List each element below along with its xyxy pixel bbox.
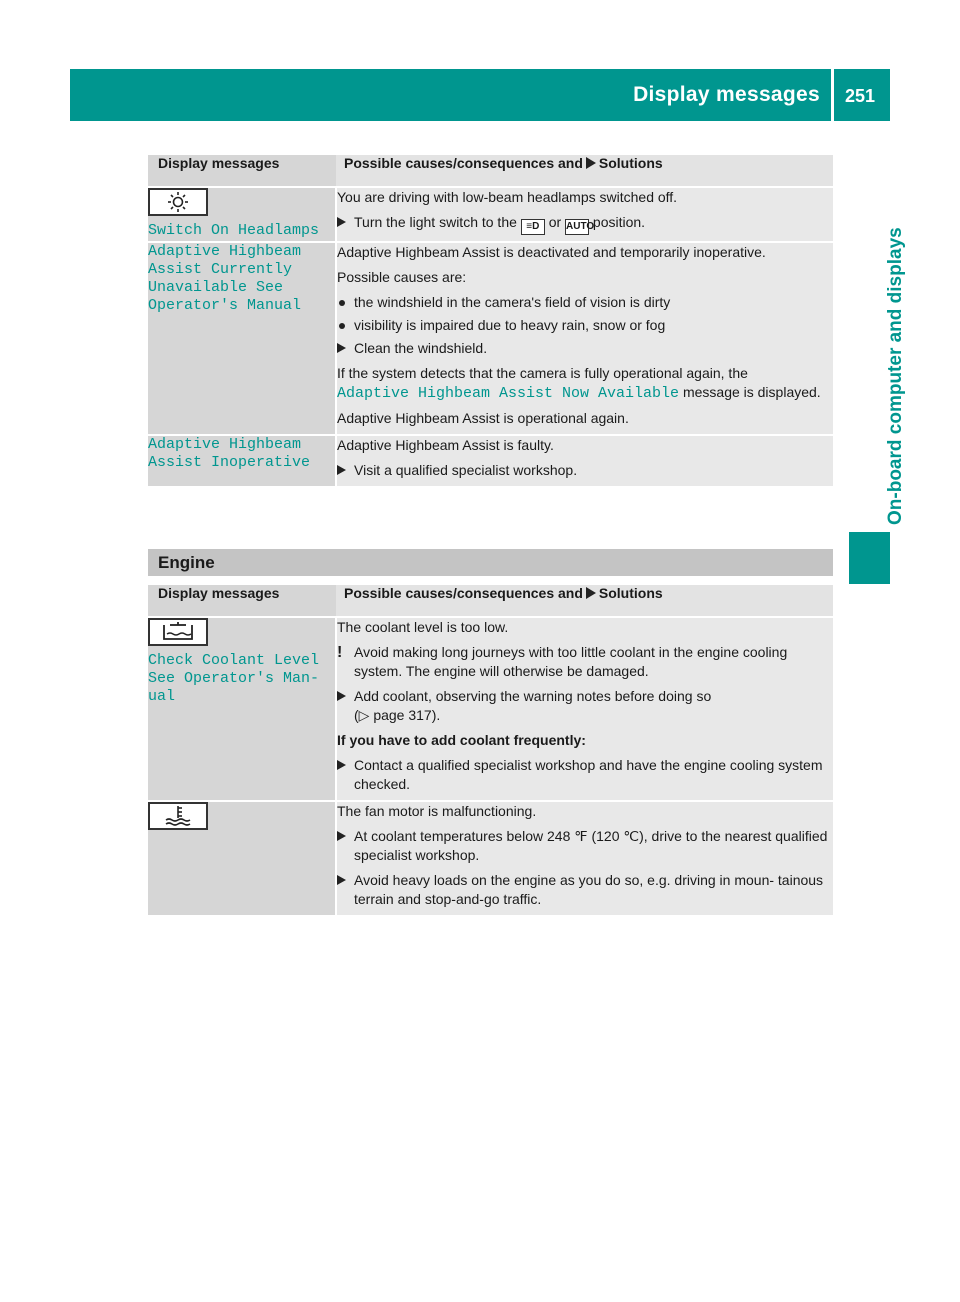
table-row xyxy=(148,242,833,435)
coolant-temperature-icon xyxy=(148,802,208,830)
page-header xyxy=(70,69,890,121)
table-header xyxy=(148,585,833,617)
solution-step: Add coolant, observing the warning notes before doing so (▷ page 317). xyxy=(337,687,833,725)
col-header-display: Display messages xyxy=(148,585,336,617)
low-beam-icon: ≡D xyxy=(521,219,545,235)
cause-text: You are driving with low-beam headlamps switched off. xyxy=(337,189,678,205)
table-header xyxy=(148,155,833,187)
list-item: visibility is impaired due to heavy rain, snow or fog xyxy=(337,316,833,335)
cause-text: The coolant level is too low. xyxy=(337,619,509,635)
messages-table-lighting xyxy=(148,155,833,488)
step-arrow-icon xyxy=(337,760,346,770)
solution-step: Contact a qualified specialist workshop and have the engine cooling system checked. xyxy=(337,756,833,794)
solution-step: Avoid heavy loads on the engine as you do so, e.g. driving in moun‐ tainous terrain and stop-and-go traffic. xyxy=(337,871,833,909)
solution-step: Turn the light switch to the ≡D or AUTO position. xyxy=(337,213,833,235)
arrow-icon xyxy=(586,157,596,169)
warning-icon: ! xyxy=(337,644,343,661)
side-tab-marker xyxy=(849,532,890,584)
cause-text: Adaptive Highbeam Assist is faulty. xyxy=(337,437,554,453)
page-number: 251 xyxy=(845,86,876,106)
col-header-causes: Possible causes/consequences and Solutions xyxy=(336,155,833,187)
display-message: Adaptive Highbeam Assist Currently Unavailable See Operator's Manual xyxy=(148,243,302,314)
side-tab-label: On-board computer and displays xyxy=(885,227,906,525)
solution-step: At coolant temperatures below 248 ℉ (120 ℃), drive to the nearest qualified specialist workshop. xyxy=(337,827,833,865)
step-arrow-icon xyxy=(337,217,346,227)
cause-text: Adaptive Highbeam Assist is operational again. xyxy=(337,410,629,426)
solution-step: Clean the windshield. xyxy=(337,339,833,358)
section-heading xyxy=(148,549,833,576)
section-title: Engine xyxy=(158,553,215,572)
table-row xyxy=(148,617,833,801)
solution-step: Visit a qualified specialist workshop. xyxy=(337,461,833,480)
headlamp-icon xyxy=(148,188,208,216)
coolant-level-icon xyxy=(148,618,208,646)
step-arrow-icon xyxy=(337,691,346,701)
col-header-display: Display messages xyxy=(148,155,336,187)
header-title: Display messages xyxy=(633,83,820,106)
auto-light-icon: AUTO xyxy=(565,219,589,235)
table-row xyxy=(148,187,833,242)
step-arrow-icon xyxy=(337,343,346,353)
messages-table-engine xyxy=(148,585,833,917)
side-tab xyxy=(865,145,906,525)
arrow-icon xyxy=(586,587,596,599)
cause-text: Adaptive Highbeam Assist is deactivated and temporarily inoperative. xyxy=(337,244,766,260)
cause-text: The fan motor is malfunctioning. xyxy=(337,803,537,819)
cause-text: Possible causes are: xyxy=(337,269,467,285)
warning-note: ! Avoid making long journeys with too little coolant in the engine cooling system. The engine will otherwise be damaged. xyxy=(337,644,788,679)
list-item: the windshield in the camera's field of vision is dirty xyxy=(337,293,833,312)
display-message: Adaptive Highbeam Assist Inoperative xyxy=(148,436,311,471)
table-row xyxy=(148,435,833,487)
step-arrow-icon xyxy=(337,831,346,841)
table-row xyxy=(148,801,833,916)
display-message: Check Coolant Level See Operator's Man‐ ual xyxy=(148,652,320,705)
subheading: If you have to add coolant frequently: xyxy=(337,732,586,748)
header-divider xyxy=(831,69,834,121)
col-header-causes: Possible causes/consequences and Solutions xyxy=(336,585,833,617)
step-arrow-icon xyxy=(337,875,346,885)
cause-text: If the system detects that the camera is fully operational again, the Adaptive Highbeam Assist Now Available message is displayed. xyxy=(337,365,821,402)
step-arrow-icon xyxy=(337,465,346,475)
display-message: Switch On Headlamps xyxy=(148,222,320,239)
